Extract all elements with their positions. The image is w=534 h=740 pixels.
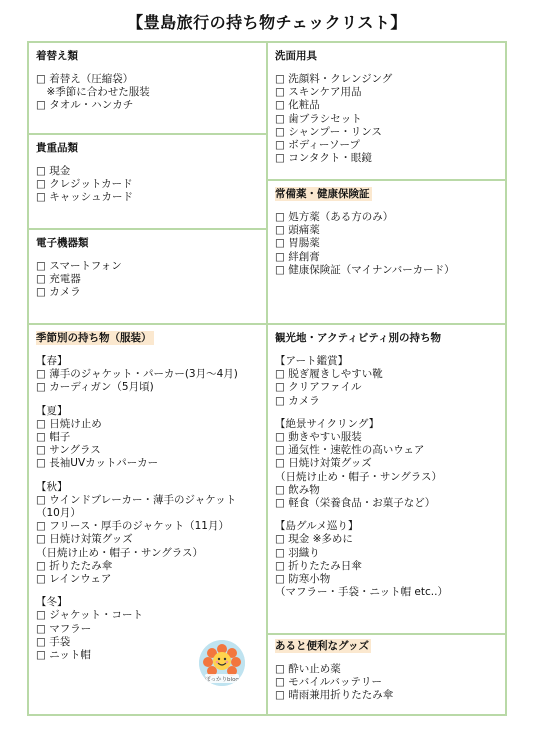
- logo-caption: ぽっかりblog: [205, 677, 239, 683]
- checklist-item[interactable]: □ 歯ブラシセット: [275, 112, 362, 125]
- section-kigae: [29, 43, 266, 133]
- checklist-note: （日焼け止め・帽子・サングラス）: [275, 470, 442, 483]
- checklist-item[interactable]: □ 動きやすい服装: [275, 431, 362, 444]
- checklist-item[interactable]: □ 洗顔料・クレンジング: [275, 73, 393, 85]
- checklist-item[interactable]: □ タオル・ハンカチ: [36, 99, 134, 112]
- checklist-item[interactable]: □ ボディーソープ: [275, 139, 360, 152]
- checklist-item[interactable]: □ 化粧品: [275, 99, 320, 112]
- checklist-item[interactable]: □ 日焼け対策グッズ: [275, 457, 372, 470]
- checklist-item[interactable]: □ 健康保険証（マイナンバーカード）: [275, 263, 455, 276]
- checklist-item[interactable]: □ スマートフォン: [36, 260, 122, 272]
- checklist-item[interactable]: □ レインウェア: [36, 573, 112, 586]
- checklist-item[interactable]: □ ニット帽: [36, 649, 91, 662]
- checklist-item[interactable]: □ 帽子: [36, 431, 71, 444]
- checklist-item[interactable]: □ 現金: [36, 165, 71, 177]
- section-heading: 常備薬・健康保険証: [275, 188, 370, 200]
- blog-logo: [199, 640, 245, 686]
- section-denshi: [29, 230, 266, 323]
- section-heading: 貴重品類: [36, 142, 78, 154]
- checklist-item[interactable]: □ マフラー: [36, 622, 92, 635]
- checklist-item[interactable]: □ カーディガン（5月頃): [36, 381, 154, 394]
- checklist-note: （10月）: [36, 507, 81, 520]
- section-senmen: [268, 43, 505, 179]
- checklist-item[interactable]: □ 飲み物: [275, 483, 320, 496]
- section-heading: 観光地・アクティビティ別の持ち物: [275, 332, 442, 344]
- checklist-item[interactable]: □ 通気性・速乾性の高いウェア: [275, 444, 425, 457]
- checklist-item[interactable]: □ 絆創膏: [275, 250, 320, 263]
- checklist-item[interactable]: □ 薄手のジャケット・パーカー(3月〜4月): [36, 368, 238, 381]
- checklist-item[interactable]: □ キャッシュカード: [36, 191, 134, 204]
- checklist-item[interactable]: □ カメラ: [275, 394, 320, 407]
- checklist-item[interactable]: □ 処方薬（ある方のみ）: [275, 211, 394, 223]
- checklist-item[interactable]: □ 着替え（圧縮袋）: [36, 73, 134, 85]
- section-heading: 電子機器類: [36, 237, 89, 249]
- activity-label-art: 【アート鑑賞】: [275, 355, 349, 367]
- checklist-item[interactable]: □ 長袖UVカットパーカー: [36, 457, 159, 470]
- checklist-item[interactable]: □ 手袋: [36, 635, 71, 648]
- checklist-item[interactable]: □ カメラ: [36, 286, 81, 299]
- checklist-item[interactable]: □ シャンプー・リンス: [275, 125, 382, 138]
- section-kankou: [268, 325, 505, 631]
- checklist-item[interactable]: □ 折りたたみ日傘: [275, 559, 362, 572]
- checklist-item[interactable]: □ 日焼け止め: [36, 417, 102, 430]
- checklist-note: ※季節に合わせた服装: [36, 86, 150, 99]
- checklist-item[interactable]: □ 脱ぎ履きしやすい靴: [275, 368, 383, 381]
- page-title: 【豊島旅行の持ち物チェックリスト】: [127, 13, 407, 32]
- checklist-note: （マフラー・手袋・ニット帽 etc..）: [275, 586, 448, 599]
- section-heading: 季節別の持ち物（服装）: [36, 332, 152, 344]
- checklist-note: （日焼け止め・帽子・サングラス）: [36, 546, 203, 559]
- checklist-item[interactable]: □ ジャケット・コート: [36, 609, 144, 622]
- checklist-item[interactable]: □ 酔い止め薬: [275, 663, 341, 675]
- checklist-item[interactable]: □ 羽織り: [275, 546, 320, 559]
- sun-flower-face-icon: [199, 640, 245, 686]
- checklist-item[interactable]: □ フリース・厚手のジャケット（11月）: [36, 520, 229, 533]
- section-benri: [268, 633, 505, 714]
- checklist-item[interactable]: □ 折りたたみ傘: [36, 559, 113, 572]
- checklist-item[interactable]: □ 現金 ※多めに: [275, 533, 353, 546]
- checklist-item[interactable]: □ 軽食（栄養食品・お菓子など）: [275, 497, 436, 510]
- checklist-item[interactable]: □ クリアファイル: [275, 381, 362, 394]
- checklist-item[interactable]: □ 日焼け対策グッズ: [36, 533, 133, 546]
- checklist-item[interactable]: □ スキンケア用品: [275, 86, 362, 99]
- activity-label-gourmet: 【島グルメ巡り】: [275, 520, 359, 533]
- section-heading: 洗面用具: [275, 50, 317, 62]
- checklist-item[interactable]: □ コンタクト・眼鏡: [275, 152, 372, 165]
- checklist-item[interactable]: □ 防寒小物: [275, 573, 331, 586]
- season-label-summer: 【夏】: [36, 404, 68, 417]
- section-joubi: [268, 181, 505, 323]
- activity-label-cycling: 【絶景サイクリング】: [275, 417, 380, 430]
- checklist-item[interactable]: □ モバイルバッテリー: [275, 676, 383, 689]
- checklist-item[interactable]: □ サングラス: [36, 444, 101, 457]
- checklist-item[interactable]: □ 充電器: [36, 273, 81, 286]
- season-label-autumn: 【秋】: [36, 480, 68, 493]
- section-heading: あると便利なグッズ: [275, 640, 369, 652]
- section-kichouhin: [29, 135, 266, 228]
- checklist-item[interactable]: □ クレジットカード: [36, 178, 133, 191]
- checklist-item[interactable]: □ 晴雨兼用折りたたみ傘: [275, 689, 394, 702]
- checklist-item[interactable]: □ 頭痛薬: [275, 224, 320, 237]
- section-heading: 着替え類: [36, 50, 78, 62]
- checklist-item[interactable]: □ 胃腸薬: [275, 237, 320, 250]
- season-label-winter: 【冬】: [36, 596, 68, 609]
- checklist-item[interactable]: □ ウインドブレーカー・薄手のジャケット: [36, 493, 237, 506]
- season-label-spring: 【春】: [36, 355, 68, 367]
